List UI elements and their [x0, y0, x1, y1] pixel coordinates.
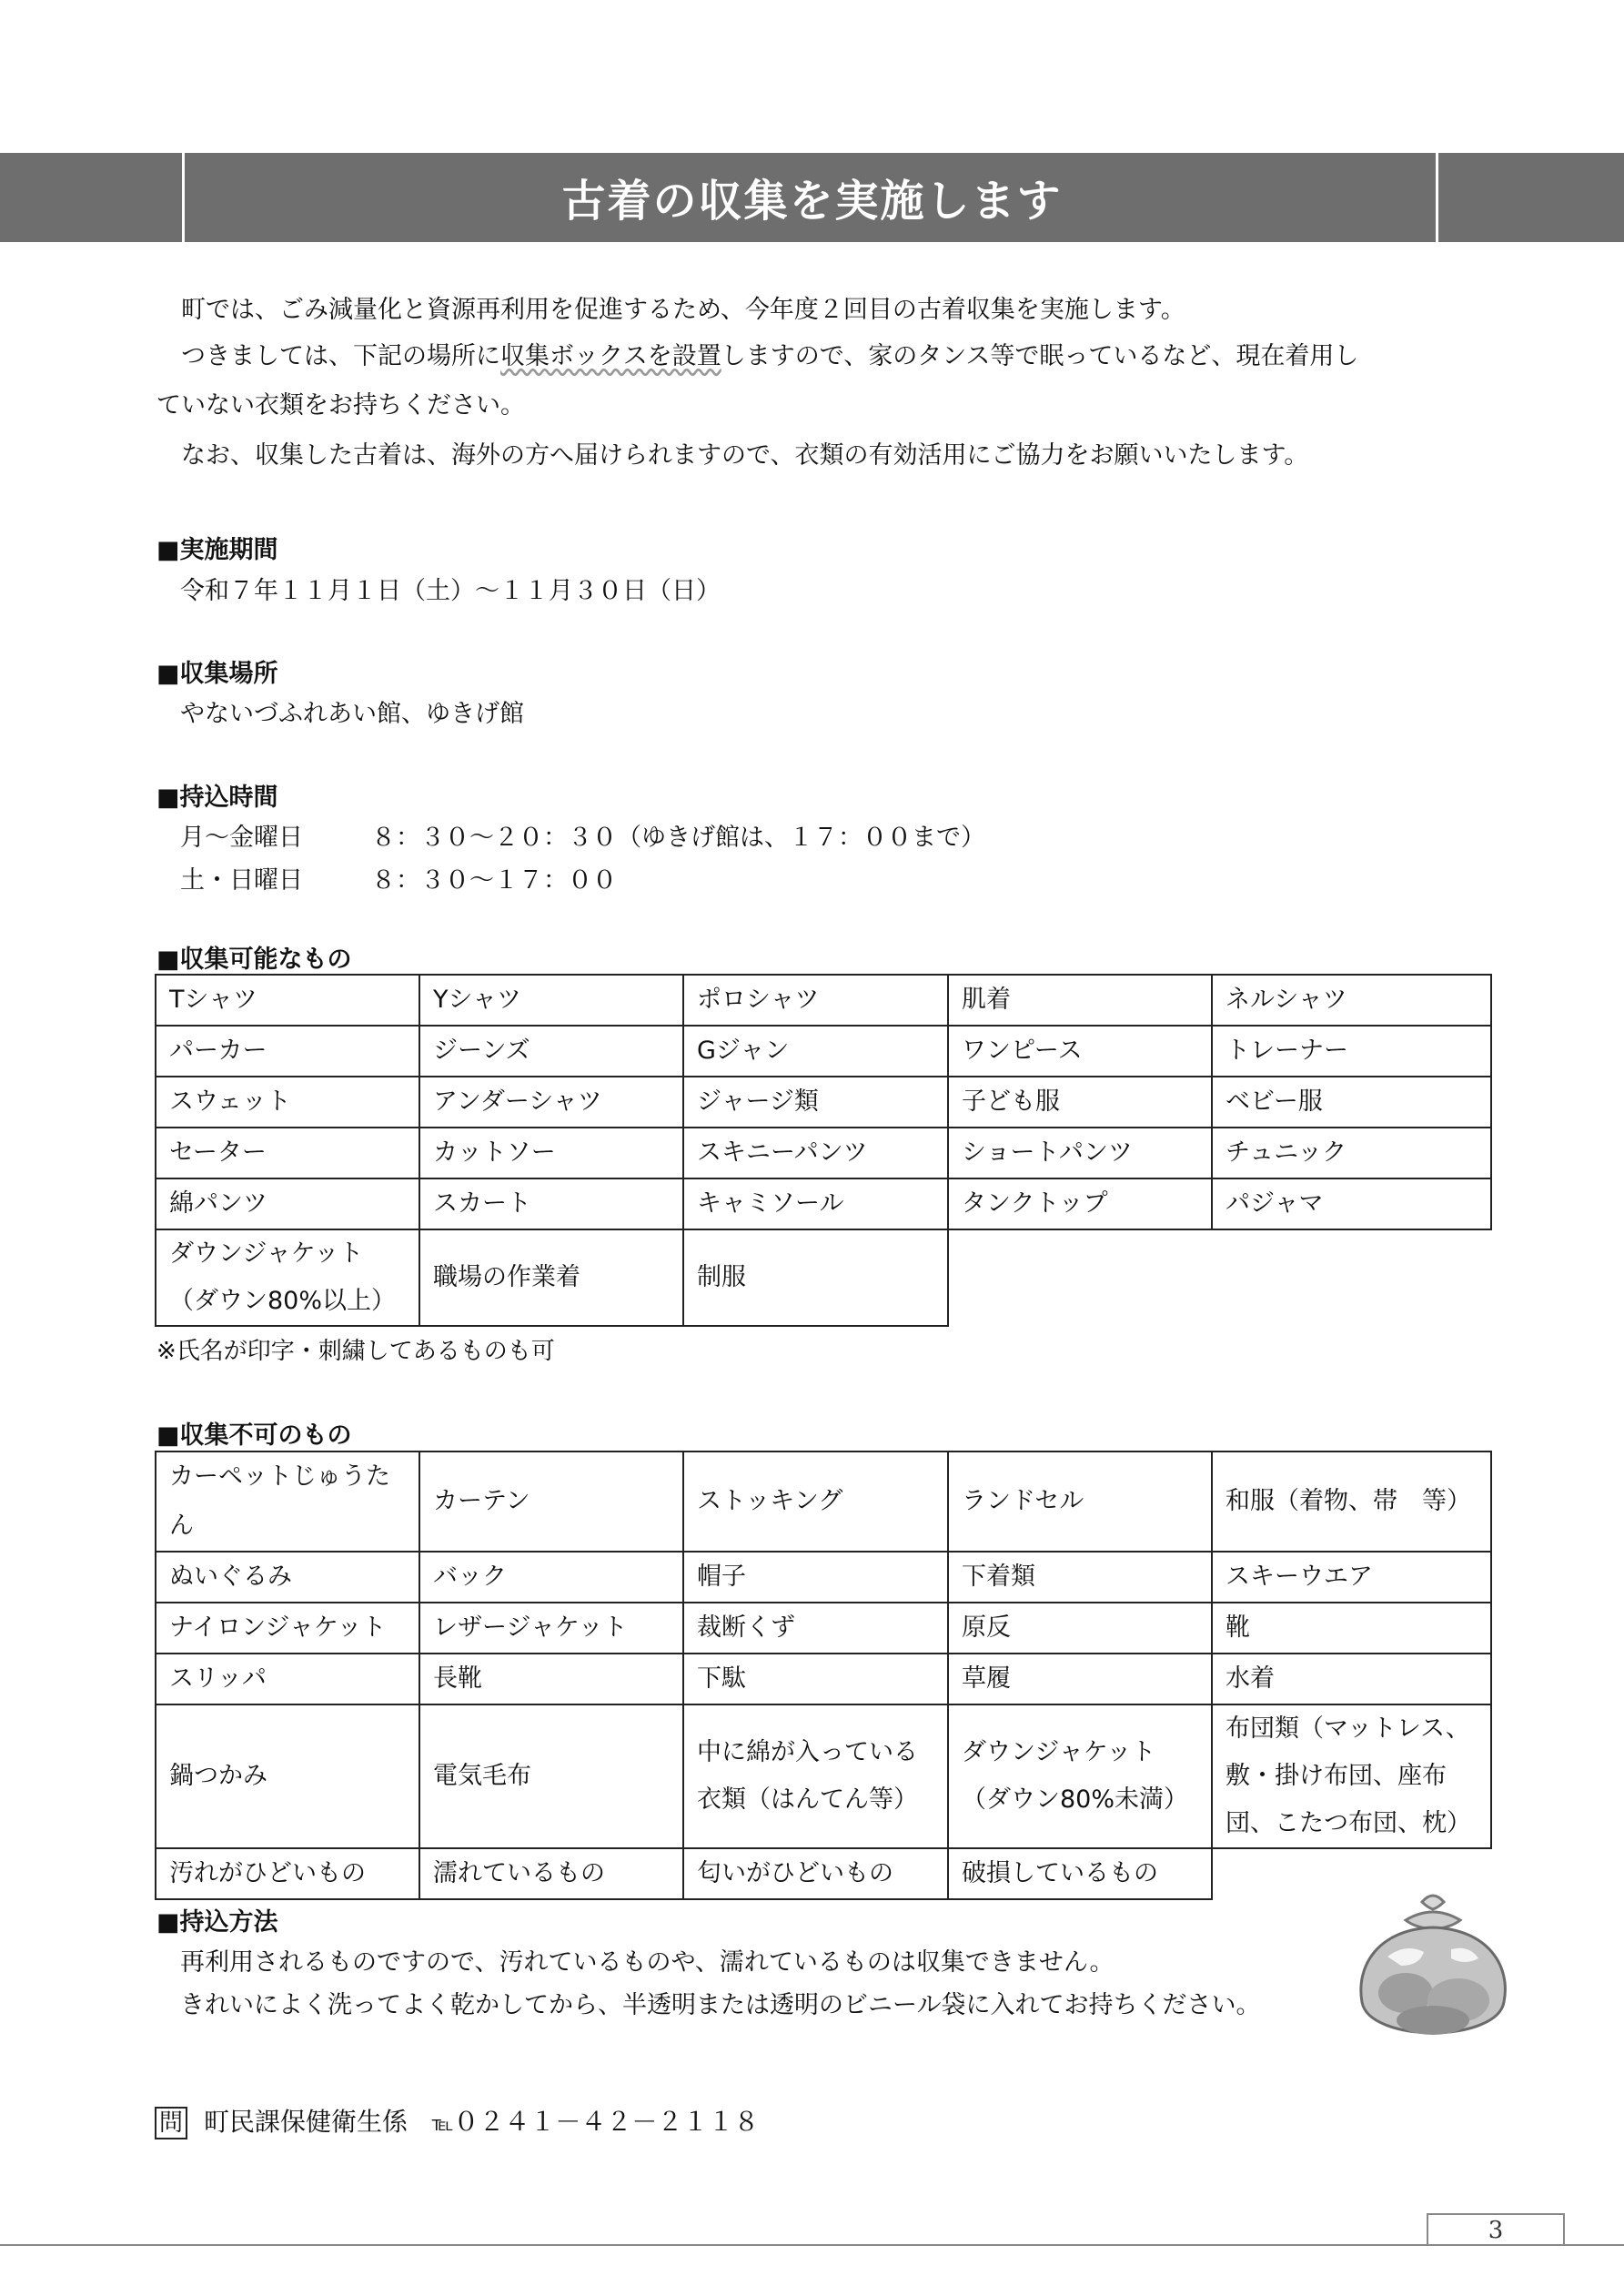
- method-line-2: きれいによく洗ってよく乾かしてから、半透明または透明のビニール袋に入れてお持ちください。: [180, 1991, 1261, 2019]
- table-cell: バック: [419, 1552, 683, 1603]
- table-cell: スウェット: [156, 1077, 419, 1128]
- weekday-label: 月～金曜日: [180, 824, 303, 852]
- table-cell: 破損しているもの: [948, 1848, 1212, 1899]
- table-cell: 草履: [948, 1654, 1212, 1704]
- table-cell: 布団類（マットレス、 敷・掛け布団、座布 団、こたつ布団、枕）: [1212, 1704, 1491, 1848]
- table-cell: 長靴: [419, 1654, 683, 1704]
- contact-line: [155, 2102, 759, 2139]
- intro-line-4: なお、収集した古着は、海外の方へ届けられますので、衣類の有効活用にご協力をお願いいたします。: [156, 441, 1309, 470]
- intro-line-1: 町では、ごみ減量化と資源再利用を促進するため、今年度２回目の古着収集を実施します。: [156, 296, 1185, 324]
- table-cell: 電気毛布: [419, 1704, 683, 1848]
- location-value: やないづふれあい館、ゆきげ館: [180, 700, 524, 728]
- rejected-heading: ■収集不可のもの: [156, 1421, 352, 1450]
- table-cell: ストッキング: [683, 1451, 948, 1552]
- table-cell: 子ども服: [948, 1077, 1212, 1128]
- table-cell: 濡れているもの: [419, 1848, 683, 1899]
- table-cell: ショートパンツ: [948, 1128, 1212, 1178]
- table-cell: 下着類: [948, 1552, 1212, 1603]
- plastic-bag-illustration: [1342, 1893, 1524, 2057]
- intro-line-2-c: しますので、家のタンス等で眠っているなど、現在着用し: [721, 342, 1359, 370]
- table-cell: パーカー: [156, 1026, 419, 1077]
- table-row: [156, 1026, 1491, 1077]
- weekday-hours: ８：３０～２０：３０（ゆきげ館は、１７：００まで）: [371, 824, 985, 852]
- table-cell: キャミソール: [683, 1178, 948, 1229]
- table-cell: アンダーシャツ: [419, 1077, 683, 1128]
- table-cell: 帽子: [683, 1552, 948, 1603]
- table-cell: ジーンズ: [419, 1026, 683, 1077]
- intro-line-2: [156, 340, 1358, 373]
- table-row: [156, 1552, 1491, 1603]
- table-cell: ダウンジャケット （ダウン80%未満）: [948, 1704, 1212, 1848]
- table-cell: 下駄: [683, 1654, 948, 1704]
- rejected-table: [155, 1451, 1492, 1900]
- accepted-heading: ■収集可能なもの: [156, 946, 352, 974]
- table-row: [156, 1848, 1491, 1899]
- table-cell: レザージャケット: [419, 1603, 683, 1654]
- table-cell: 匂いがひどいもの: [683, 1848, 948, 1899]
- table-cell: 汚れがひどいもの: [156, 1848, 419, 1899]
- table-cell: カットソー: [419, 1128, 683, 1178]
- table-cell: スリッパ: [156, 1654, 419, 1704]
- table-cell: カーペットじゅうたん: [156, 1451, 419, 1552]
- table-cell: Gジャン: [683, 1026, 948, 1077]
- table-cell: ナイロンジャケット: [156, 1603, 419, 1654]
- table-row: [156, 1178, 1491, 1229]
- table-cell: 原反: [948, 1603, 1212, 1654]
- table-cell: 職場の作業着: [419, 1229, 683, 1326]
- period-heading: ■実施期間: [156, 536, 278, 564]
- contact-dept: 町民課保健衛生係: [204, 2107, 409, 2137]
- table-cell: セーター: [156, 1128, 419, 1178]
- period-value: 令和７年１１月１日（土）～１１月３０日（日）: [180, 577, 721, 605]
- intro-line-2-a: つきましては、下記の場所に: [156, 342, 500, 370]
- location-heading: ■収集場所: [156, 660, 278, 688]
- footer-rule: [0, 2244, 1624, 2246]
- table-cell: ジャージ類: [683, 1077, 948, 1128]
- page-number: 3: [1427, 2213, 1565, 2246]
- inquiry-mark: 問: [155, 2107, 187, 2139]
- intro-line-3: ていない衣類をお持ちください。: [156, 391, 525, 420]
- table-cell: ぬいぐるみ: [156, 1552, 419, 1603]
- table-cell: チュニック: [1212, 1128, 1491, 1178]
- table-cell: 和服（着物、帯 等）: [1212, 1451, 1491, 1552]
- empty-cell: [948, 1229, 1212, 1326]
- table-cell: 綿パンツ: [156, 1178, 419, 1229]
- empty-cell: [1212, 1229, 1491, 1326]
- table-cell: 肌着: [948, 975, 1212, 1026]
- table-cell: Yシャツ: [419, 975, 683, 1026]
- table-cell: ランドセル: [948, 1451, 1212, 1552]
- weekend-hours: ８：３０～１７：００: [371, 866, 617, 895]
- page-title: 古着の収集を実施します: [561, 176, 1063, 227]
- table-row: [156, 1654, 1491, 1704]
- table-cell: 制服: [683, 1229, 948, 1326]
- table-row: [156, 1077, 1491, 1128]
- table-row: [156, 1704, 1491, 1848]
- table-row: [156, 975, 1491, 1026]
- intro-highlight: 収集ボックスを設置: [500, 342, 721, 370]
- weekend-label: 土・日曜日: [180, 866, 303, 895]
- title-banner: [0, 153, 1624, 242]
- contact-tel: ０２４１－４２－２１１８: [453, 2107, 760, 2137]
- table-cell: Tシャツ: [156, 975, 419, 1026]
- table-cell: ワンピース: [948, 1026, 1212, 1077]
- table-cell: 鍋つかみ: [156, 1704, 419, 1848]
- table-row: [156, 1603, 1491, 1654]
- tel-label: ℡: [431, 2113, 454, 2136]
- table-row: [156, 1229, 1491, 1326]
- table-cell: カーテン: [419, 1451, 683, 1552]
- table-cell: 中に綿が入っている 衣類（はんてん等）: [683, 1704, 948, 1848]
- table-cell: ポロシャツ: [683, 975, 948, 1026]
- method-line-1: 再利用されるものですので、汚れているものや、濡れているものは収集できません。: [180, 1948, 1115, 1977]
- table-cell: トレーナー: [1212, 1026, 1491, 1077]
- table-cell: 裁断くず: [683, 1603, 948, 1654]
- table-cell: 靴: [1212, 1603, 1491, 1654]
- accepted-note: ※氏名が印字・刺繍してあるものも可: [156, 1338, 555, 1365]
- table-cell: パジャマ: [1212, 1178, 1491, 1229]
- table-cell: スキーウエア: [1212, 1552, 1491, 1603]
- table-cell: 水着: [1212, 1654, 1491, 1704]
- table-cell: スキニーパンツ: [683, 1128, 948, 1178]
- accepted-table: [155, 974, 1492, 1327]
- table-cell: ベビー服: [1212, 1077, 1491, 1128]
- table-cell: スカート: [419, 1178, 683, 1229]
- table-cell: ダウンジャケット （ダウン80%以上）: [156, 1229, 419, 1326]
- empty-cell: [1212, 1848, 1491, 1899]
- table-cell: ネルシャツ: [1212, 975, 1491, 1026]
- method-heading: ■持込方法: [156, 1908, 278, 1937]
- hours-heading: ■持込時間: [156, 784, 278, 812]
- table-row: [156, 1451, 1491, 1552]
- table-cell: タンクトップ: [948, 1178, 1212, 1229]
- table-row: [156, 1128, 1491, 1178]
